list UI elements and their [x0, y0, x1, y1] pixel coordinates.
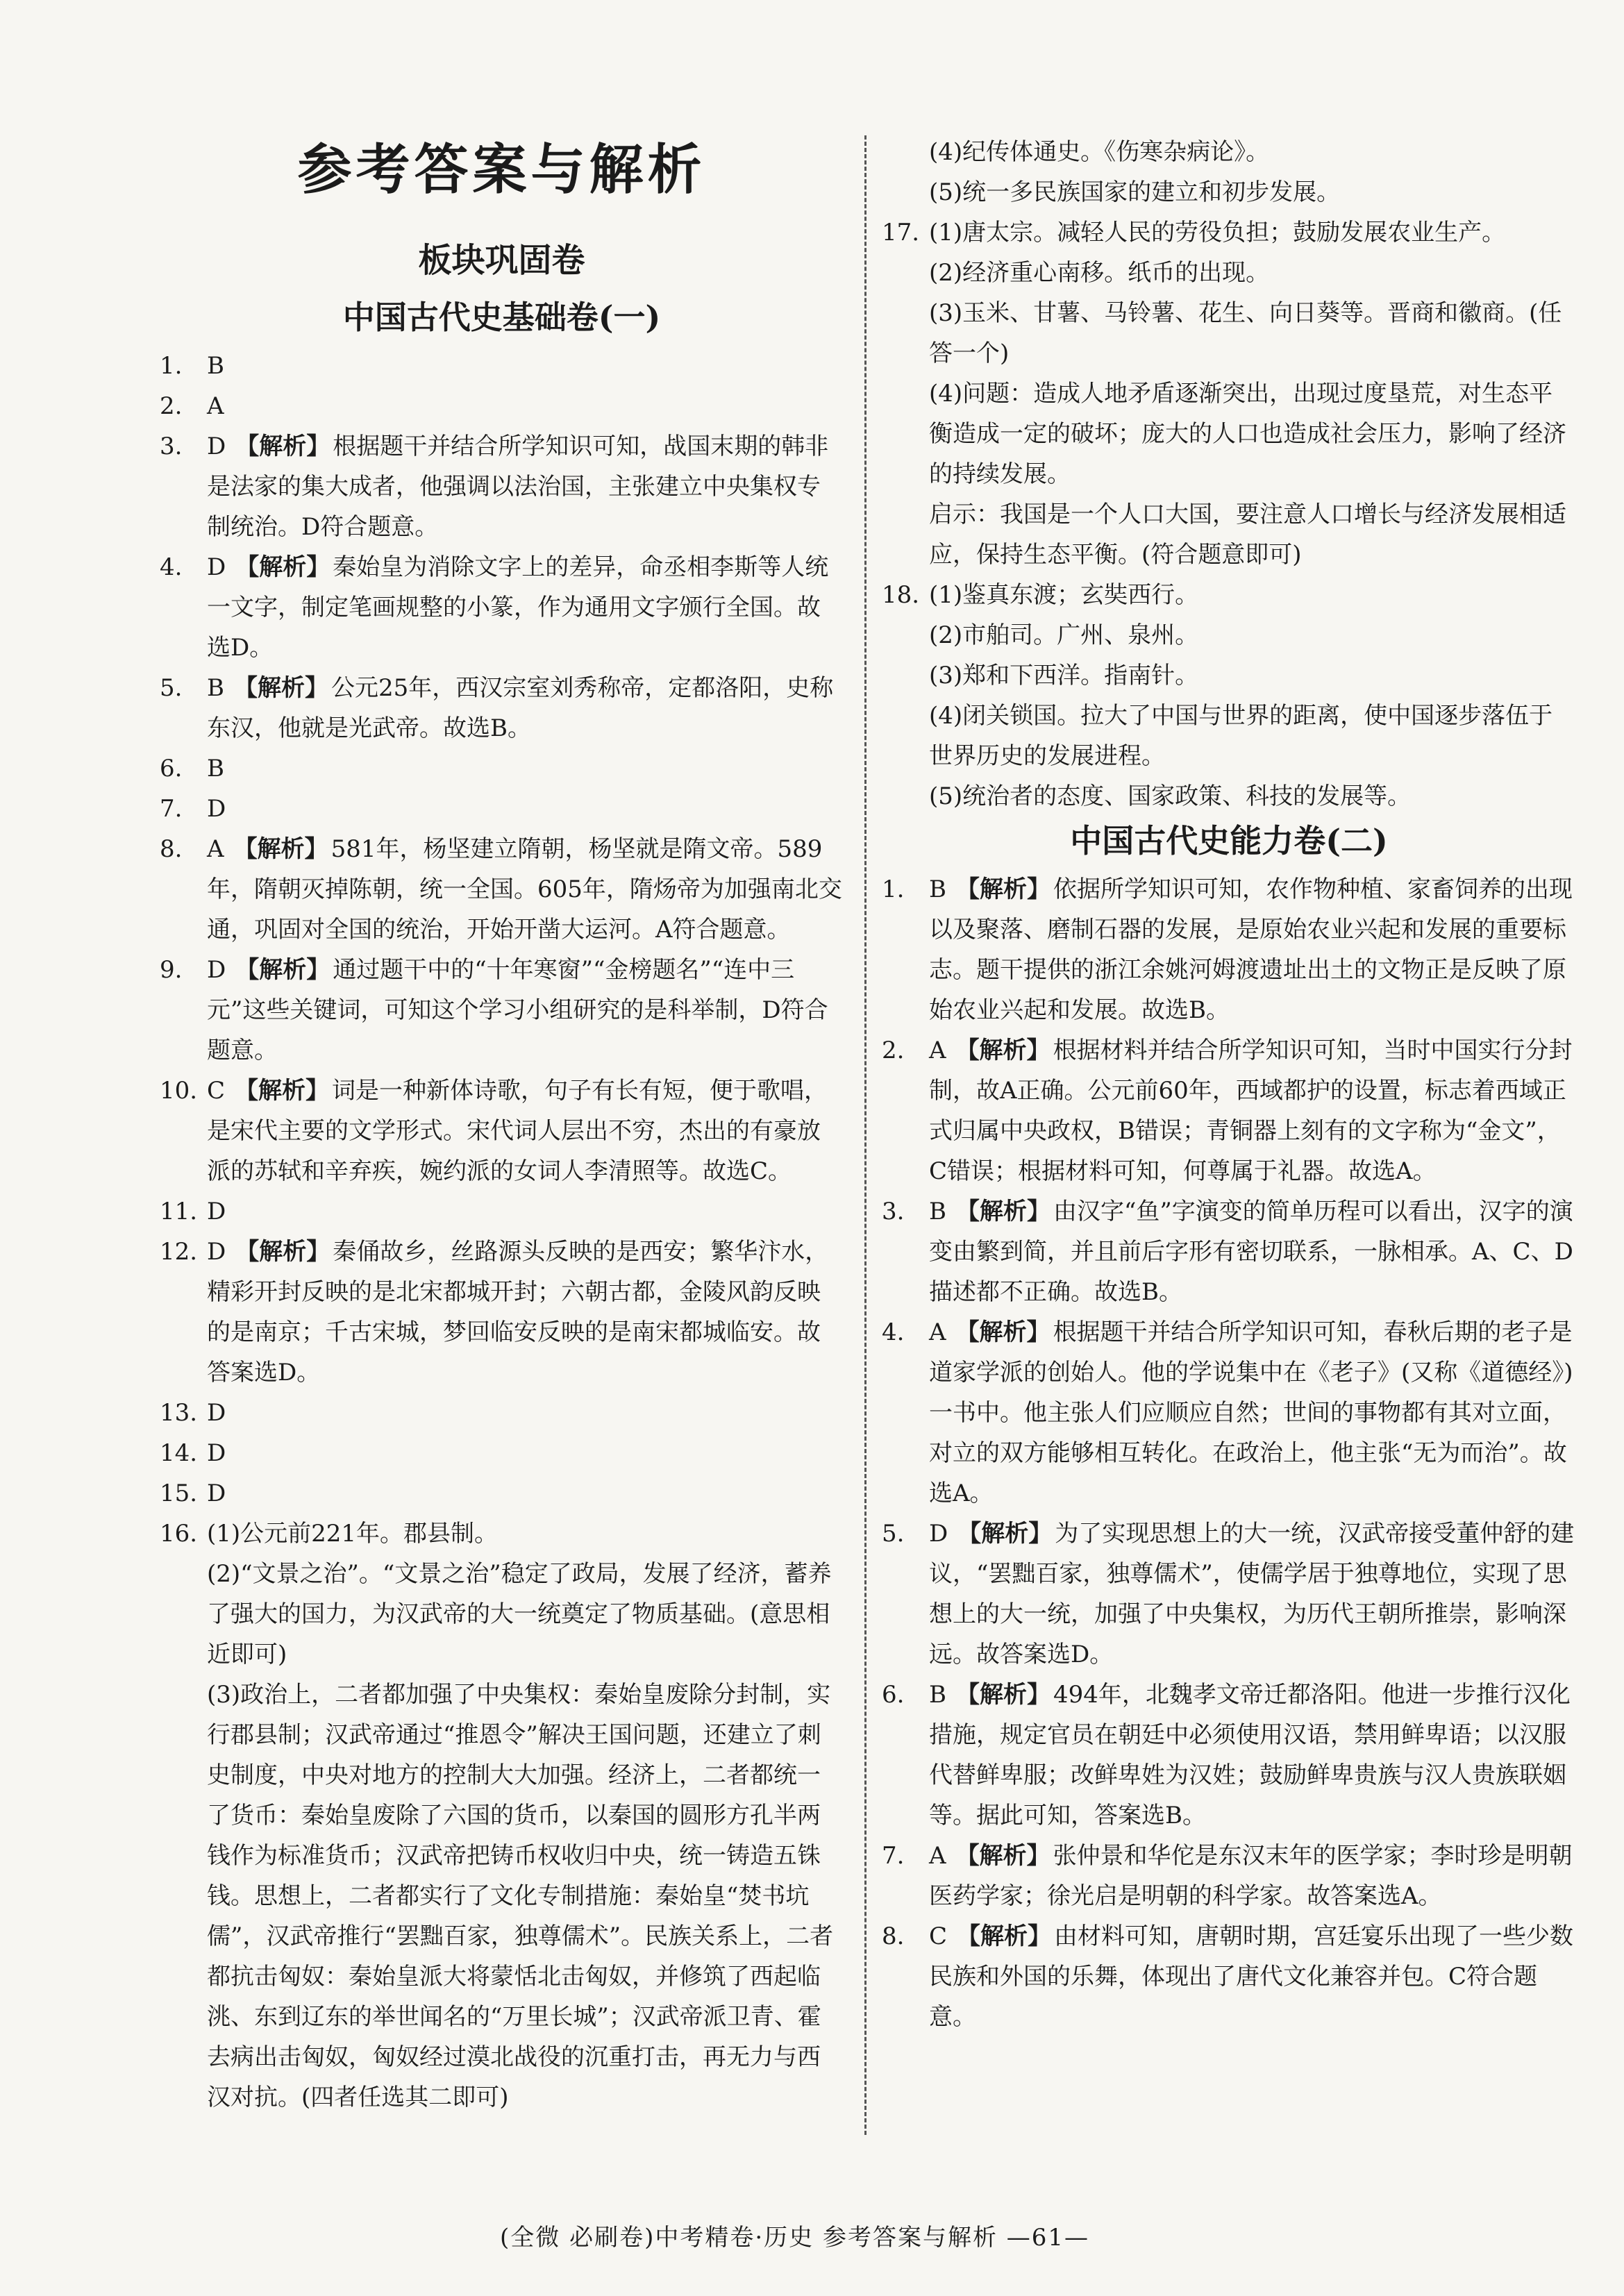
question-number: 6.	[160, 755, 183, 782]
answer-item	[882, 1514, 1576, 1675]
answer-choice: A	[929, 1037, 946, 1064]
analysis-tag: 【解析】	[234, 674, 328, 702]
question-number: 9.	[160, 956, 183, 984]
question-number: 12.	[160, 1238, 198, 1266]
answer-item	[160, 1393, 844, 1433]
page-footer: (全微 必刷卷)中考精卷·历史 参考答案与解析 —61—	[500, 2224, 1090, 2252]
column-divider	[864, 135, 867, 2135]
answer-item	[160, 346, 844, 386]
answer-item	[160, 668, 844, 748]
answer-item	[160, 1433, 844, 1473]
answer-choice: D	[207, 1480, 226, 1507]
analysis-tag: 【解析】	[957, 1520, 1053, 1548]
sub-answer: (1)鉴真东渡；玄奘西行。	[929, 581, 1199, 609]
sub-answer: (4)闭关锁国。拉大了中国与世界的距离，使中国逐步落伍于世界历史的发展进程。	[929, 702, 1553, 770]
answer-item	[160, 748, 844, 789]
sub-answer: (4)纪传体通史。《伤寒杂病论》。	[929, 138, 1270, 166]
analysis-tag: 【解析】	[235, 1077, 330, 1105]
analysis-tag: 【解析】	[956, 875, 1050, 903]
exam-subtitle-basic-1: 中国古代史基础卷(一)	[342, 299, 661, 336]
section-title: 板块巩固卷	[418, 241, 585, 280]
question-number: 3.	[160, 433, 183, 460]
left-column	[160, 132, 844, 2118]
answer-choice: D	[929, 1520, 948, 1548]
answer-item	[160, 1191, 844, 1232]
sub-answer: (1)公元前221年。郡县制。	[207, 1520, 499, 1548]
answer-choice: C	[929, 1922, 948, 1950]
sub-answer: (4)问题：造成人地矛盾逐渐突出，出现过度垦荒，对生态平衡造成一定的破坏；庞大的人口也造成社会压力，影响了经济的持续发展。	[929, 380, 1566, 488]
answer-item	[160, 950, 844, 1071]
answer-item	[160, 1232, 844, 1393]
exam-subtitle-ability-2: 中国古代史能力卷(二)	[1070, 822, 1388, 860]
analysis-tag: 【解析】	[955, 1037, 1050, 1064]
answer-choice: D	[207, 956, 226, 984]
question-number: 6.	[882, 1681, 905, 1709]
answer-choice: D	[207, 1399, 226, 1427]
question-17	[882, 212, 1576, 575]
sub-answer: (3)玉米、甘薯、马铃薯、花生、向日葵等。晋商和徽商。(任答一个)	[929, 299, 1562, 367]
analysis-text: 由汉字“鱼”字演变的简单历程可以看出，汉字的演变由繁到简，并且前后字形有密切联系，一脉相承。A、C、D描述都不正确。故选B。	[929, 1198, 1573, 1306]
sub-answer: 启示：我国是一个人口大国，要注意人口增长与经济发展相适应，保持生态平衡。(符合题意即可)	[929, 501, 1566, 569]
analysis-tag: 【解析】	[235, 553, 330, 581]
answer-item	[882, 1675, 1576, 1836]
analysis-tag: 【解析】	[955, 1318, 1050, 1346]
question-number: 5.	[160, 674, 183, 702]
answer-choice: D	[207, 553, 226, 581]
answer-item	[160, 789, 844, 829]
question-number: 7.	[882, 1842, 905, 1870]
question-number: 11.	[160, 1198, 198, 1225]
question-number: 4.	[882, 1318, 905, 1346]
analysis-text: 494年，北魏孝文帝迁都洛阳。他进一步推行汉化措施，规定官员在朝廷中必须使用汉语，禁用鲜卑语；以汉服代替鲜卑服；改鲜卑姓为汉姓；鼓励鲜卑贵族与汉人贵族联姻等。据此可知，答案选B。	[929, 1681, 1571, 1829]
answer-choice: C	[207, 1077, 226, 1105]
answer-choice: A	[929, 1842, 946, 1870]
answer-choice: D	[207, 1238, 226, 1266]
answer-choice: D	[207, 433, 226, 460]
question-number: 2.	[160, 392, 183, 420]
answer-item	[882, 869, 1576, 1030]
analysis-text: 公元25年，西汉宗室刘秀称帝，定都洛阳，史称东汉，他就是光武帝。故选B。	[207, 674, 834, 742]
answer-choice: A	[207, 392, 224, 420]
question-number: 8.	[882, 1922, 905, 1950]
answer-item	[882, 1312, 1576, 1514]
analysis-text: 根据题干并结合所学知识可知，战国末期的韩非是法家的集大成者，他强调以法治国，主张建立中央集权专制统治。D符合题意。	[207, 433, 829, 541]
sub-answer: (2)经济重心南移。纸币的出现。	[929, 259, 1270, 287]
analysis-tag: 【解析】	[235, 433, 330, 460]
analysis-text: 秦俑故乡，丝路源头反映的是西安；繁华汴水，精彩开封反映的是北宋都城开封；六朝古都，金陵风韵反映的是南京；千古宋城，梦回临安反映的是南宋都城临安。故答案选D。	[207, 1238, 829, 1386]
question-number: 2.	[882, 1037, 905, 1064]
analysis-text: 根据题干并结合所学知识可知，春秋后期的老子是道家学派的创始人。他的学说集中在《老子》(又称《道德经》)一书中。他主张人们应顺应自然；世间的事物都有其对立面，对立的双方能够相互转化。在政治上，他主张“无为而治”。故选A。	[929, 1318, 1573, 1507]
answer-item	[160, 1473, 844, 1514]
analysis-tag: 【解析】	[235, 956, 330, 984]
question-number: 15.	[160, 1480, 198, 1507]
question-16	[160, 1514, 844, 2118]
page-title: 参考答案与解析	[297, 139, 706, 201]
question-number: 16.	[160, 1520, 198, 1548]
question-18	[882, 575, 1576, 816]
analysis-tag: 【解析】	[955, 1842, 1050, 1870]
question-number: 8.	[160, 835, 183, 863]
analysis-tag: 【解析】	[956, 1198, 1050, 1225]
question-number: 17.	[882, 219, 920, 246]
analysis-text: 581年，杨坚建立隋朝，杨坚就是隋文帝。589年，隋朝灭掉陈朝，统一全国。605年，隋炀帝为加强南北交通，巩固对全国的统治，开始开凿大运河。A符合题意。	[207, 835, 842, 944]
sub-answer: (1)唐太宗。减轻人民的劳役负担；鼓励发展农业生产。	[929, 219, 1506, 246]
question-number: 10.	[160, 1077, 198, 1105]
answer-choice: B	[929, 875, 946, 903]
question-number: 3.	[882, 1198, 905, 1225]
analysis-text: 为了实现思想上的大一统，汉武帝接受董仲舒的建议，“罢黜百家，独尊儒术”，使儒学居于独尊地位，实现了思想上的大一统，加强了中央集权，为历代王朝所推崇，影响深远。故答案选D。	[929, 1520, 1575, 1668]
question-number: 1.	[160, 352, 183, 380]
answer-choice: B	[207, 674, 224, 702]
question-number: 18.	[882, 581, 920, 609]
sub-answer: (5)统一多民族国家的建立和初步发展。	[929, 178, 1341, 206]
answer-choice: A	[929, 1318, 946, 1346]
analysis-tag: 【解析】	[235, 1238, 330, 1266]
question-number: 4.	[160, 553, 183, 581]
answer-choice: B	[929, 1198, 946, 1225]
answer-choice: D	[207, 1439, 226, 1467]
answer-choice: B	[207, 755, 224, 782]
analysis-text: 由材料可知，唐朝时期，宫廷宴乐出现了一些少数民族和外国的乐舞，体现出了唐代文化兼容并包。C符合题意。	[929, 1922, 1574, 2031]
question-number: 1.	[882, 875, 905, 903]
answer-item	[160, 547, 844, 668]
question-number: 5.	[882, 1520, 905, 1548]
question-number: 14.	[160, 1439, 198, 1467]
answer-item	[882, 1030, 1576, 1191]
sub-answer: (2)“文景之治”。“文景之治”稳定了政局，发展了经济，蓄养了强大的国力，为汉武帝的大一统奠定了物质基础。(意思相近即可)	[207, 1560, 832, 1668]
answer-choice: D	[207, 1198, 226, 1225]
answer-choice: B	[929, 1681, 946, 1709]
sub-answer: (3)郑和下西洋。指南针。	[929, 662, 1199, 689]
analysis-text: 根据材料并结合所学知识可知，当时中国实行分封制，故A正确。公元前60年，西域都护的设置，标志着西域正式归属中央政权，B错误；青铜器上刻有的文字称为“金文”，C错误；根据材料可知，何尊属于礼器。故选A。	[929, 1037, 1573, 1185]
answer-list-basic-1	[160, 346, 844, 1514]
analysis-tag: 【解析】	[957, 1922, 1052, 1950]
answer-item	[160, 829, 844, 950]
answer-item	[882, 1916, 1576, 2037]
sub-answer: (2)市舶司。广州、泉州。	[929, 621, 1199, 649]
analysis-tag: 【解析】	[233, 835, 328, 863]
question-16-continued	[882, 132, 1576, 212]
analysis-text: 词是一种新体诗歌，句子有长有短，便于歌唱，是宋代主要的文学形式。宋代词人层出不穷，杰出的有豪放派的苏轼和辛弃疾，婉约派的女词人李清照等。故选C。	[207, 1077, 828, 1185]
answer-choice: B	[207, 352, 224, 380]
analysis-tag: 【解析】	[956, 1681, 1050, 1709]
right-column	[882, 132, 1576, 2037]
answer-choice: D	[207, 795, 226, 823]
question-number: 13.	[160, 1399, 198, 1427]
answer-list-ability-2	[882, 869, 1576, 2037]
answer-item	[882, 1836, 1576, 1916]
question-number: 7.	[160, 795, 183, 823]
analysis-text: 依据所学知识可知，农作物种植、家畜饲养的出现以及聚落、磨制石器的发展，是原始农业兴起和发展的重要标志。题干提供的浙江余姚河姆渡遗址出土的文物正是反映了原始农业兴起和发展。故选B。	[929, 875, 1573, 1024]
answer-item	[160, 1071, 844, 1191]
answer-choice: A	[207, 835, 224, 863]
analysis-text: 张仲景和华佗是东汉末年的医学家；李时珍是明朝医药学家；徐光启是明朝的科学家。故答案选A。	[929, 1842, 1573, 1910]
answer-item	[882, 1191, 1576, 1312]
analysis-text: 通过题干中的“十年寒窗”“金榜题名”“连中三元”这些关键词，可知这个学习小组研究的是科举制，D符合题意。	[207, 956, 828, 1064]
analysis-text: 秦始皇为消除文字上的差异，命丞相李斯等人统一文字，制定笔画规整的小篆，作为通用文字颁行全国。故选D。	[207, 553, 829, 662]
answer-item	[160, 386, 844, 426]
sub-answer: (3)政治上，二者都加强了中央集权：秦始皇废除分封制，实行郡县制；汉武帝通过“推恩令”解决王国问题，还建立了刺史制度，中央对地方的控制大大加强。经济上，二者都统一了货币：秦始皇废除了六国的货币，以秦国的圆形方孔半两钱作为标准货币；汉武帝把铸币权收归中央，统一铸造五铢钱。思想上，二者都实行了文化专制措施：秦始皇“焚书坑儒”，汉武帝推行“罢黜百家，独尊儒术”。民族关系上，二者都抗击匈奴：秦始皇派大将蒙恬北击匈奴，并修筑了西起临洮、东到辽东的举世闻名的“万里长城”；汉武帝派卫青、霍去病出击匈奴，匈奴经过漠北战役的沉重打击，再无力与西汉对抗。(四者任选其二即可)	[207, 1681, 834, 2111]
sub-answer: (5)统治者的态度、国家政策、科技的发展等。	[929, 782, 1412, 810]
answer-item	[160, 426, 844, 547]
